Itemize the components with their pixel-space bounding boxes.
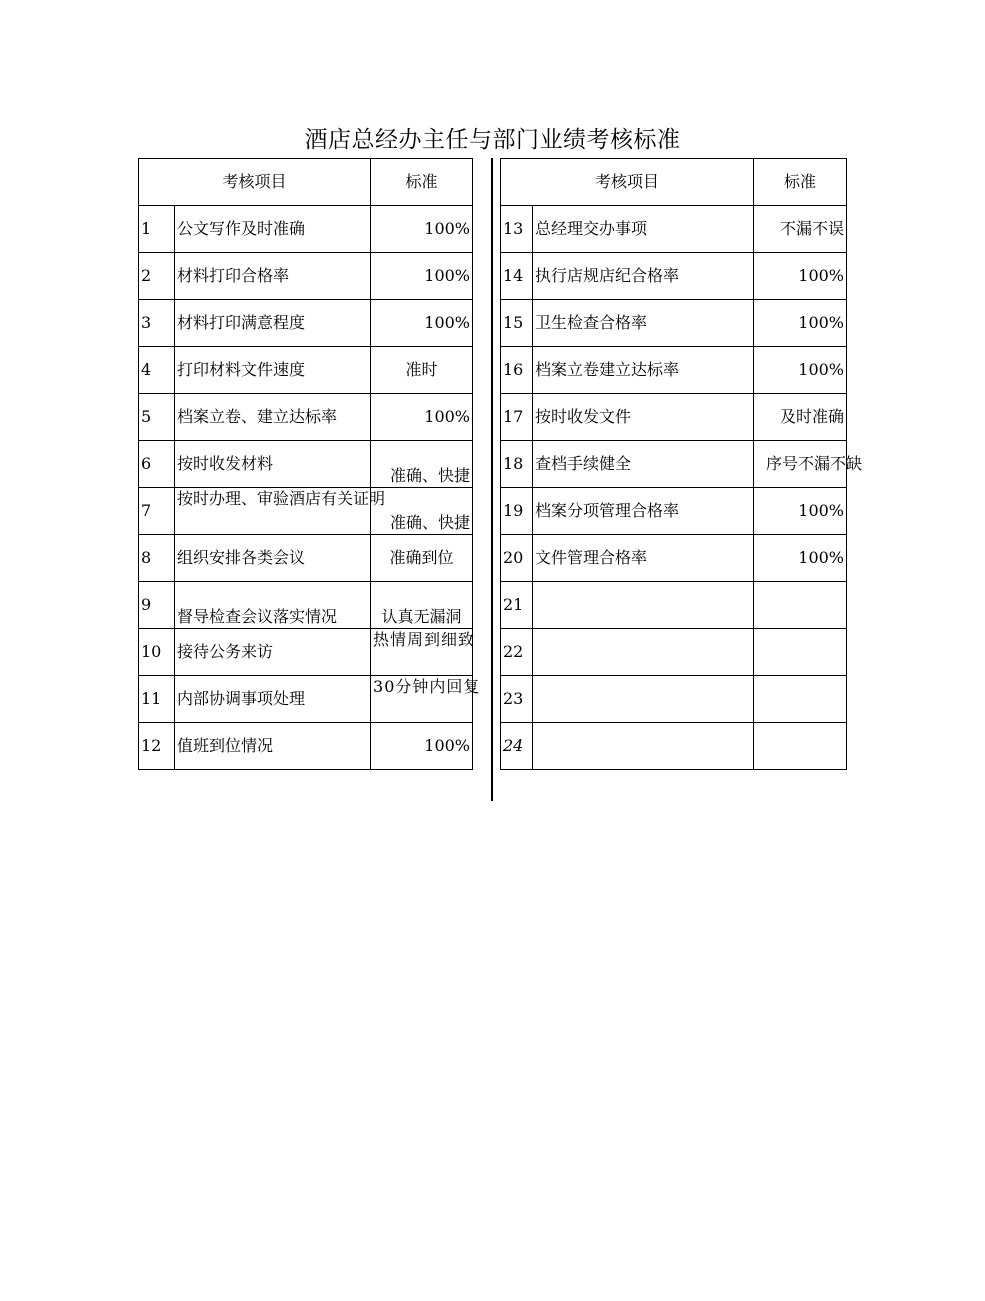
table-row bbox=[501, 347, 847, 394]
row-item bbox=[533, 629, 754, 676]
row-item bbox=[533, 723, 754, 770]
row-number: 18 bbox=[501, 441, 533, 488]
row-standard: 及时准确 bbox=[754, 394, 847, 441]
row-standard: 100% bbox=[371, 300, 473, 347]
row-standard: 100% bbox=[754, 488, 847, 535]
row-number: 21 bbox=[501, 582, 533, 629]
row-standard: 100% bbox=[371, 206, 473, 253]
row-number: 14 bbox=[501, 253, 533, 300]
row-item: 内部协调事项处理 bbox=[175, 676, 371, 723]
row-number: 9 bbox=[139, 582, 175, 629]
row-item: 接待公务来访 bbox=[175, 629, 371, 676]
left-standards-table bbox=[138, 158, 481, 770]
row-standard: 准时 bbox=[371, 347, 473, 394]
table-row bbox=[139, 582, 473, 629]
header-standard: 标准 bbox=[754, 159, 847, 206]
table-row bbox=[501, 629, 847, 676]
row-number: 8 bbox=[139, 535, 175, 582]
table-row bbox=[501, 535, 847, 582]
row-item: 总经理交办事项 bbox=[533, 206, 754, 253]
table-row bbox=[139, 394, 473, 441]
row-item: 材料打印满意程度 bbox=[175, 300, 371, 347]
table-row bbox=[501, 488, 847, 535]
row-item: 卫生检查合格率 bbox=[533, 300, 754, 347]
table-row bbox=[501, 582, 847, 629]
row-number: 4 bbox=[139, 347, 175, 394]
row-number: 19 bbox=[501, 488, 533, 535]
row-standard: 准确、快捷 bbox=[371, 441, 473, 488]
row-number: 5 bbox=[139, 394, 175, 441]
row-item: 按时收发材料 bbox=[175, 441, 371, 488]
right-standards-table bbox=[500, 158, 863, 770]
table-row bbox=[139, 488, 473, 535]
row-item: 档案立卷建立达标率 bbox=[533, 347, 754, 394]
table-row bbox=[139, 629, 473, 676]
center-divider bbox=[491, 158, 493, 801]
table-row bbox=[139, 723, 473, 770]
row-standard: 准确、快捷 bbox=[371, 488, 473, 535]
table-row bbox=[501, 206, 847, 253]
row-standard: 100% bbox=[754, 347, 847, 394]
table-header-row bbox=[139, 159, 473, 206]
table-row bbox=[139, 347, 473, 394]
row-item: 公文写作及时准确 bbox=[175, 206, 371, 253]
table-row bbox=[139, 300, 473, 347]
row-item: 查档手续健全 bbox=[533, 441, 754, 488]
row-number: 24 bbox=[501, 723, 533, 770]
row-number: 23 bbox=[501, 676, 533, 723]
row-standard: 不漏不误 bbox=[754, 206, 847, 253]
table-row bbox=[139, 535, 473, 582]
table-header-row bbox=[501, 159, 847, 206]
table-row bbox=[139, 676, 473, 723]
row-item: 执行店规店纪合格率 bbox=[533, 253, 754, 300]
row-number: 1 bbox=[139, 206, 175, 253]
row-item: 按时办理、审验酒店有关证明 bbox=[175, 488, 371, 535]
row-standard: 100% bbox=[371, 723, 473, 770]
row-number: 10 bbox=[139, 629, 175, 676]
row-number: 22 bbox=[501, 629, 533, 676]
row-item: 按时收发文件 bbox=[533, 394, 754, 441]
row-number: 6 bbox=[139, 441, 175, 488]
table-row bbox=[139, 253, 473, 300]
row-standard: 100% bbox=[754, 300, 847, 347]
row-standard bbox=[754, 582, 847, 629]
header-standard: 标准 bbox=[371, 159, 473, 206]
table-row bbox=[501, 300, 847, 347]
row-number: 15 bbox=[501, 300, 533, 347]
row-number: 12 bbox=[139, 723, 175, 770]
row-number: 16 bbox=[501, 347, 533, 394]
table-row bbox=[501, 676, 847, 723]
row-item: 材料打印合格率 bbox=[175, 253, 371, 300]
row-number: 2 bbox=[139, 253, 175, 300]
row-standard: 热情周到细致 bbox=[371, 629, 473, 676]
row-item: 督导检查会议落实情况 bbox=[175, 582, 371, 629]
row-item: 组织安排各类会议 bbox=[175, 535, 371, 582]
table-row bbox=[501, 253, 847, 300]
row-standard: 准确到位 bbox=[371, 535, 473, 582]
table-row bbox=[501, 394, 847, 441]
row-number: 20 bbox=[501, 535, 533, 582]
row-standard bbox=[754, 723, 847, 770]
header-item: 考核项目 bbox=[501, 159, 754, 206]
row-number: 11 bbox=[139, 676, 175, 723]
row-item: 打印材料文件速度 bbox=[175, 347, 371, 394]
header-item: 考核项目 bbox=[139, 159, 371, 206]
page-title: 酒店总经办主任与部门业绩考核标准 bbox=[304, 127, 681, 153]
row-number: 7 bbox=[139, 488, 175, 535]
row-standard: 认真无漏洞 bbox=[371, 582, 473, 629]
table-row bbox=[501, 441, 847, 488]
row-item bbox=[533, 582, 754, 629]
row-item: 档案分项管理合格率 bbox=[533, 488, 754, 535]
row-standard bbox=[754, 676, 847, 723]
row-item bbox=[533, 676, 754, 723]
table-row bbox=[139, 441, 473, 488]
row-number: 13 bbox=[501, 206, 533, 253]
row-standard: 序号不漏不缺 bbox=[754, 441, 847, 488]
row-item: 值班到位情况 bbox=[175, 723, 371, 770]
row-standard bbox=[754, 629, 847, 676]
row-standard: 100% bbox=[754, 253, 847, 300]
row-number: 3 bbox=[139, 300, 175, 347]
row-item: 文件管理合格率 bbox=[533, 535, 754, 582]
row-number: 17 bbox=[501, 394, 533, 441]
row-standard: 100% bbox=[754, 535, 847, 582]
row-item: 档案立卷、建立达标率 bbox=[175, 394, 371, 441]
table-row bbox=[139, 206, 473, 253]
table-row bbox=[501, 723, 847, 770]
row-standard: 30分钟内回复 bbox=[371, 676, 473, 723]
row-standard: 100% bbox=[371, 253, 473, 300]
row-standard: 100% bbox=[371, 394, 473, 441]
